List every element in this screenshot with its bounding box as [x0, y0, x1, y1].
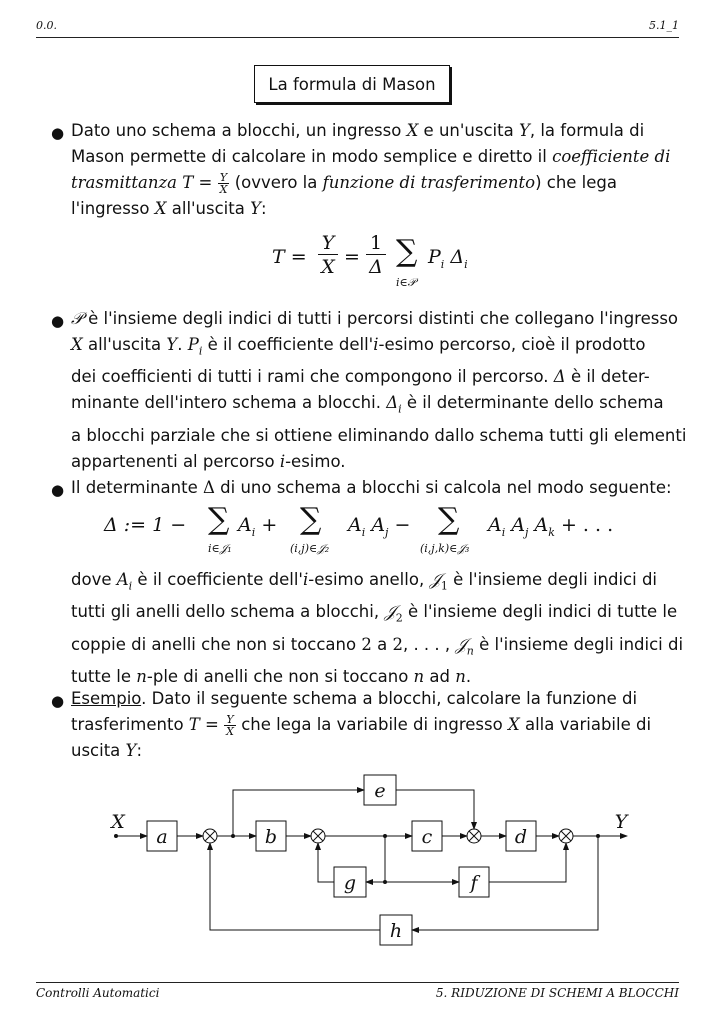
block-d: d — [514, 826, 528, 848]
footer-right: 5. RIDUZIONE DI SCHEMI A BLOCCHI — [435, 986, 679, 1000]
paragraph-4: dove $A_i$ è il coefficiente dell'i-esimo anello, 𝒥$_1$ è l'insieme degli indici di tutti gli anelli dello schema a blocchi, 𝒥$_2$ è l'insieme degli indici di tutte le coppie di anelli che non si toccano 2 a 2, . . . , 𝒥$_n$ è l'insieme degli indici di tutte le n-ple di anelli che non si toccano n ad n. — [71, 570, 684, 686]
header-right: 5.1_1 — [649, 19, 679, 32]
footer-left: Controlli Automatici — [36, 986, 160, 1000]
block-a: a — [156, 826, 168, 848]
paragraph-3: Il determinante Δ di uno schema a blocchi si calcola nel modo seguente: — [71, 478, 672, 497]
block-c: c — [421, 826, 433, 848]
page-title: La formula di Mason — [254, 65, 450, 103]
bullet-3: ● — [51, 481, 65, 499]
block-b: b — [264, 826, 278, 848]
paragraph-5: Esempio. Dato il seguente schema a blocchi, calcolare la funzione di trasferimento T = $\frac{Y}{X}$ che lega la variabile di ingresso X alla variabile di uscita Y: — [71, 689, 652, 760]
block-e: e — [374, 780, 386, 802]
header-rule — [36, 37, 679, 38]
block-g: g — [343, 872, 357, 894]
header-left: 0.0. — [36, 19, 57, 32]
formula-mason: T = Y X = 1 Δ ∑ i∈𝒫 $P_i$ $\Delta_i$ — [272, 232, 468, 289]
formula-determinant: Δ := 1 − ∑ i∈𝒥₁ $A_i$ + ∑ (i,j)∈𝒥₂ $A_i$ $A_j$ − ∑ (i,j,k)∈𝒥₃ $A_i$ $A_j$ $A_k$ + . . . — [104, 502, 614, 555]
bullet-4: ● — [51, 692, 65, 710]
bullet-1: ● — [51, 124, 65, 142]
bullet-2: ● — [51, 312, 65, 330]
block-h: h — [389, 920, 403, 942]
footer-rule — [36, 982, 679, 983]
paragraph-2: 𝒫 è l'insieme degli indici di tutti i percorsi distinti che collegano l'ingresso X all'uscita Y. $P_i$ è il coefficiente dell'i-esimo percorso, cioè il prodotto dei coefficienti di tutti i rami che compongono il percorso. Δ è il deter- minante dell'intero schema a blocchi. $\Delta_i$ è il determinante dello schema a blocchi parziale che si ottiene eliminando dallo schema tutti gli elementi appartenenti al percorso i-esimo. — [71, 309, 687, 471]
input-label: X — [111, 811, 125, 833]
block-f: f — [470, 872, 478, 894]
paragraph-1: Dato uno schema a blocchi, un ingresso X e un'uscita Y, la formula di Mason permette di calcolare in modo semplice e diretto il coefficiente di trasmittanza T = $\frac{Y}{X}$ (ovvero la funzione di trasferimento) che lega l'ingresso X all'uscita Y: — [71, 121, 671, 218]
output-label: Y — [614, 811, 628, 833]
